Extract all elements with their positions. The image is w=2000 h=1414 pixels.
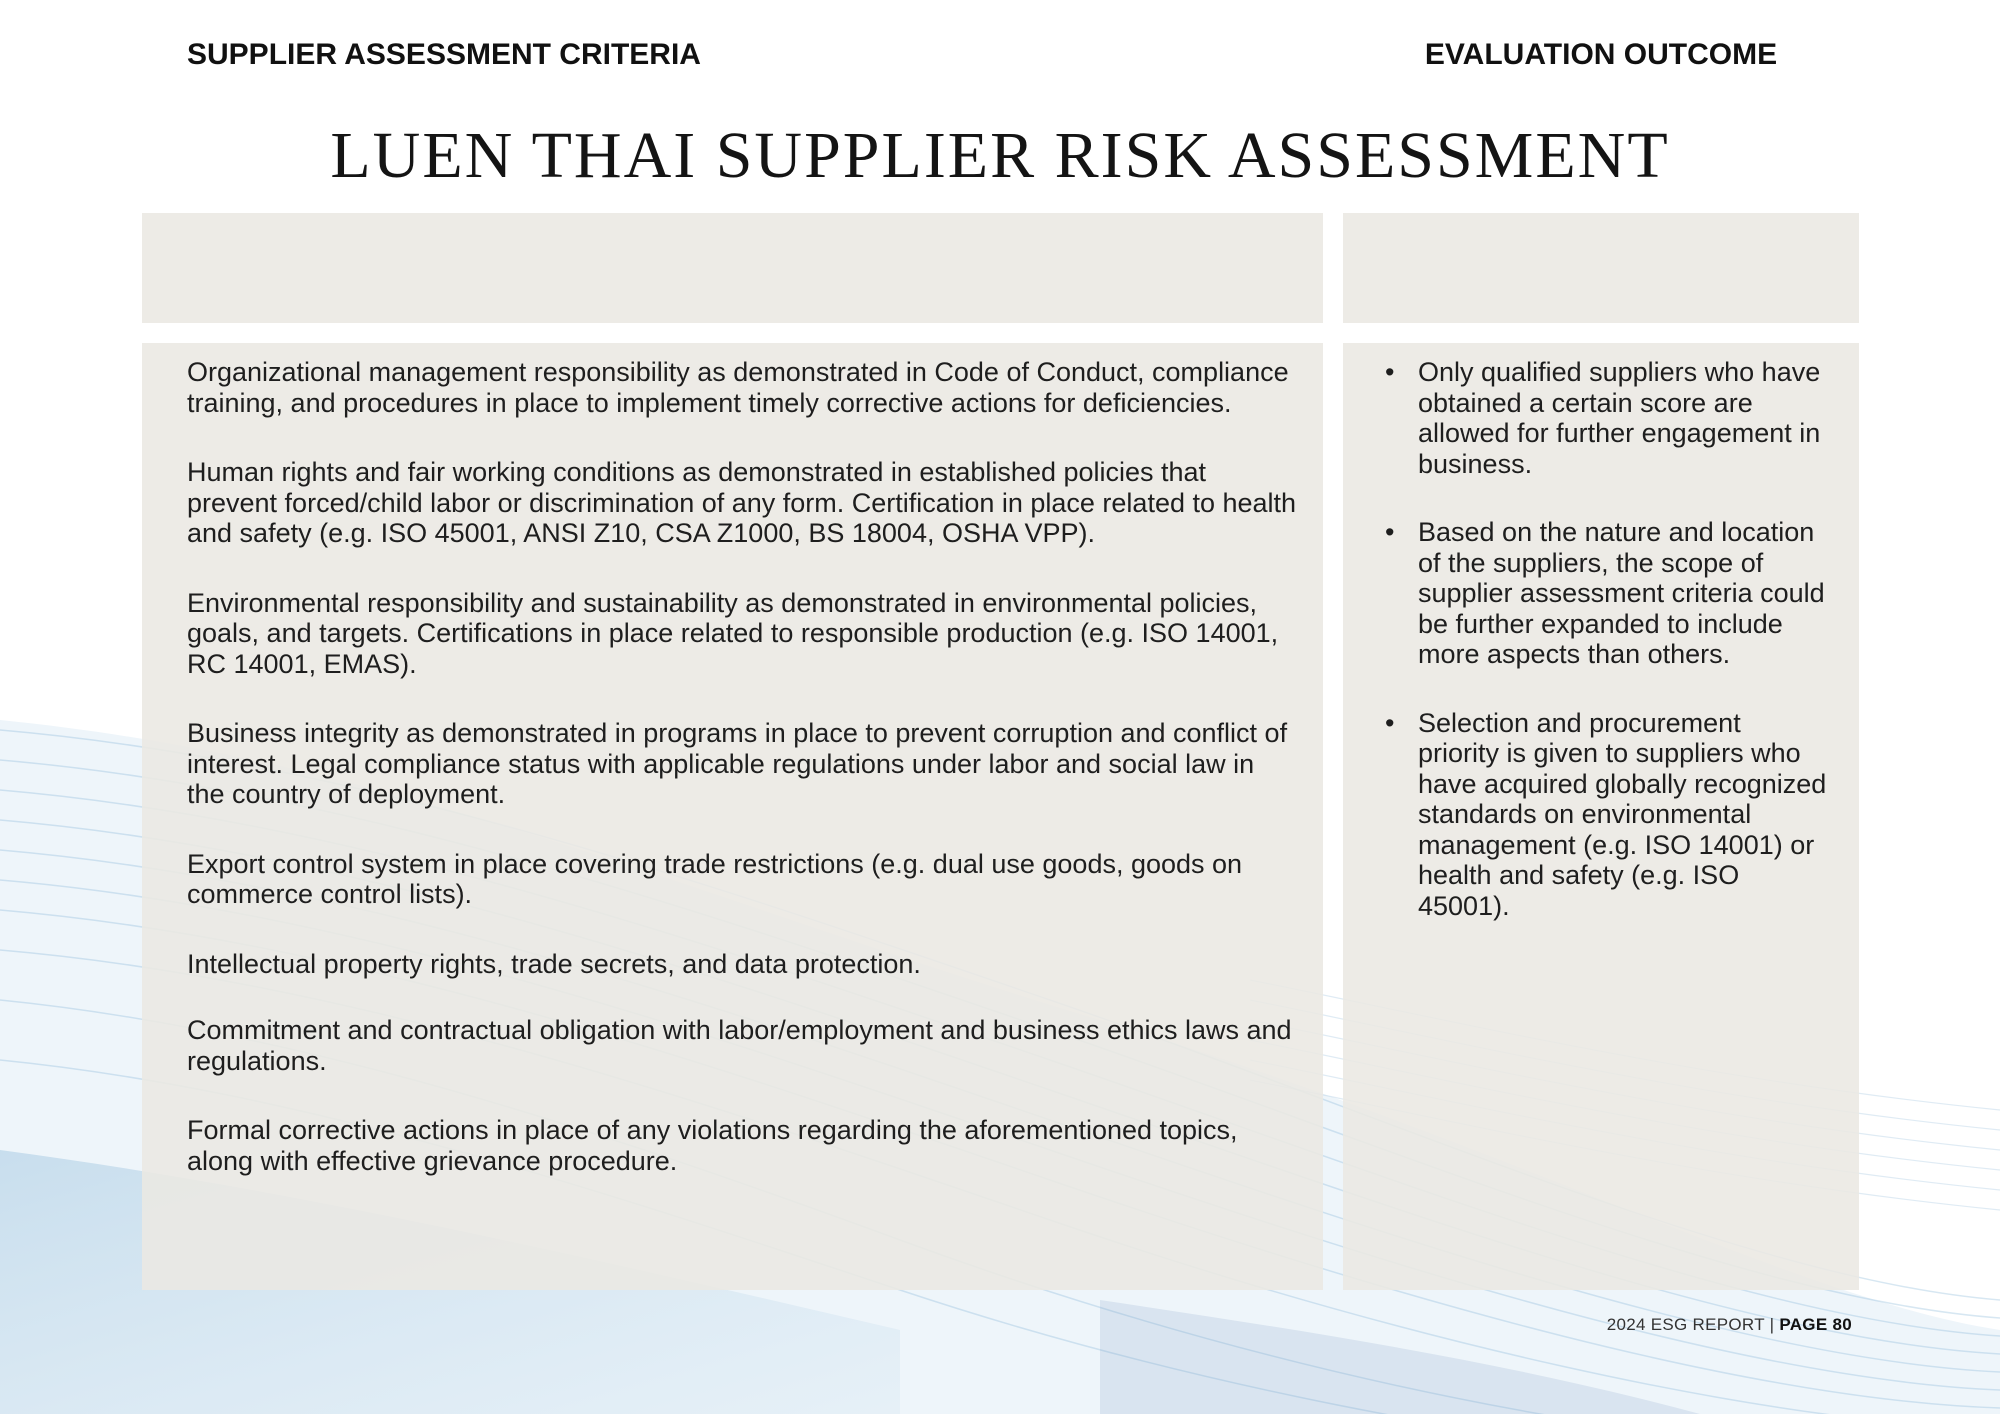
- criteria-item: Commitment and contractual obligation with labor/employment and business ethics laws and regulations.: [187, 1015, 1292, 1076]
- outcome-text: Only qualified suppliers who have obtained a certain score are allowed for further engagement in business.: [1418, 357, 1821, 479]
- criteria-item: Human rights and fair working conditions as demonstrated in established policies that prevent forced/child labor or discrimination of any form. Certification in place related to health and safety (e.g. ISO 45001, ANSI Z10, CSA Z1000, BS 18004, OSHA VPP).: [187, 457, 1297, 548]
- criteria-item: Formal corrective actions in place of any violations regarding the aforementioned topics, along with effective grievance procedure.: [187, 1115, 1238, 1176]
- page-footer: [1607, 1315, 1852, 1335]
- outcome-item: [1383, 357, 1828, 479]
- criteria-column-header: SUPPLIER ASSESSMENT CRITERIA: [187, 38, 701, 71]
- bullet-icon: •: [1385, 707, 1395, 738]
- criteria-item: Environmental responsibility and sustainability as demonstrated in environmental policies, goals, and targets. Certifications in place related to responsible production (e.g. ISO 14001, RC 14001, EMAS).: [187, 587, 1279, 679]
- criteria-list: [187, 357, 1297, 1215]
- criteria-item: Intellectual property rights, trade secrets, and data protection.: [187, 948, 921, 979]
- outcome-column-header: EVALUATION OUTCOME: [1424, 38, 1778, 71]
- outcome-item: [1383, 517, 1828, 670]
- criteria-item: Export control system in place covering trade restrictions (e.g. dual use goods, goods on commerce control lists).: [187, 848, 1243, 909]
- outcome-item: [1383, 708, 1828, 922]
- bullet-icon: •: [1385, 357, 1395, 387]
- outcome-text: Based on the nature and location of the suppliers, the scope of supplier assessment criteria could be further expanded to include more aspects than others.: [1418, 517, 1825, 669]
- footer-page-number: PAGE 80: [1779, 1315, 1852, 1334]
- criteria-item: Business integrity as demonstrated in programs in place to prevent corruption and conflict of interest. Legal compliance status with applicable regulations under labor and social law in the country of deployment.: [187, 718, 1288, 809]
- outcome-list: [1383, 357, 1828, 959]
- criteria-header-panel: [142, 213, 1323, 323]
- footer-report-label: 2024 ESG REPORT |: [1606, 1315, 1780, 1334]
- bullet-icon: •: [1385, 517, 1395, 547]
- criteria-item: Organizational management responsibility as demonstrated in Code of Conduct, compliance training, and procedures in place to implement timely corrective actions for deficiencies.: [187, 357, 1289, 418]
- outcome-text: Selection and procurement priority is given to suppliers who have acquired globally recognized standards on environmental management (e.g. ISO 14001) or health and safety (e.g. ISO 45001).: [1418, 707, 1827, 921]
- outcome-header-panel: [1343, 213, 1859, 323]
- page-title: LUEN THAI SUPPLIER RISK ASSESSMENT: [330, 119, 1670, 192]
